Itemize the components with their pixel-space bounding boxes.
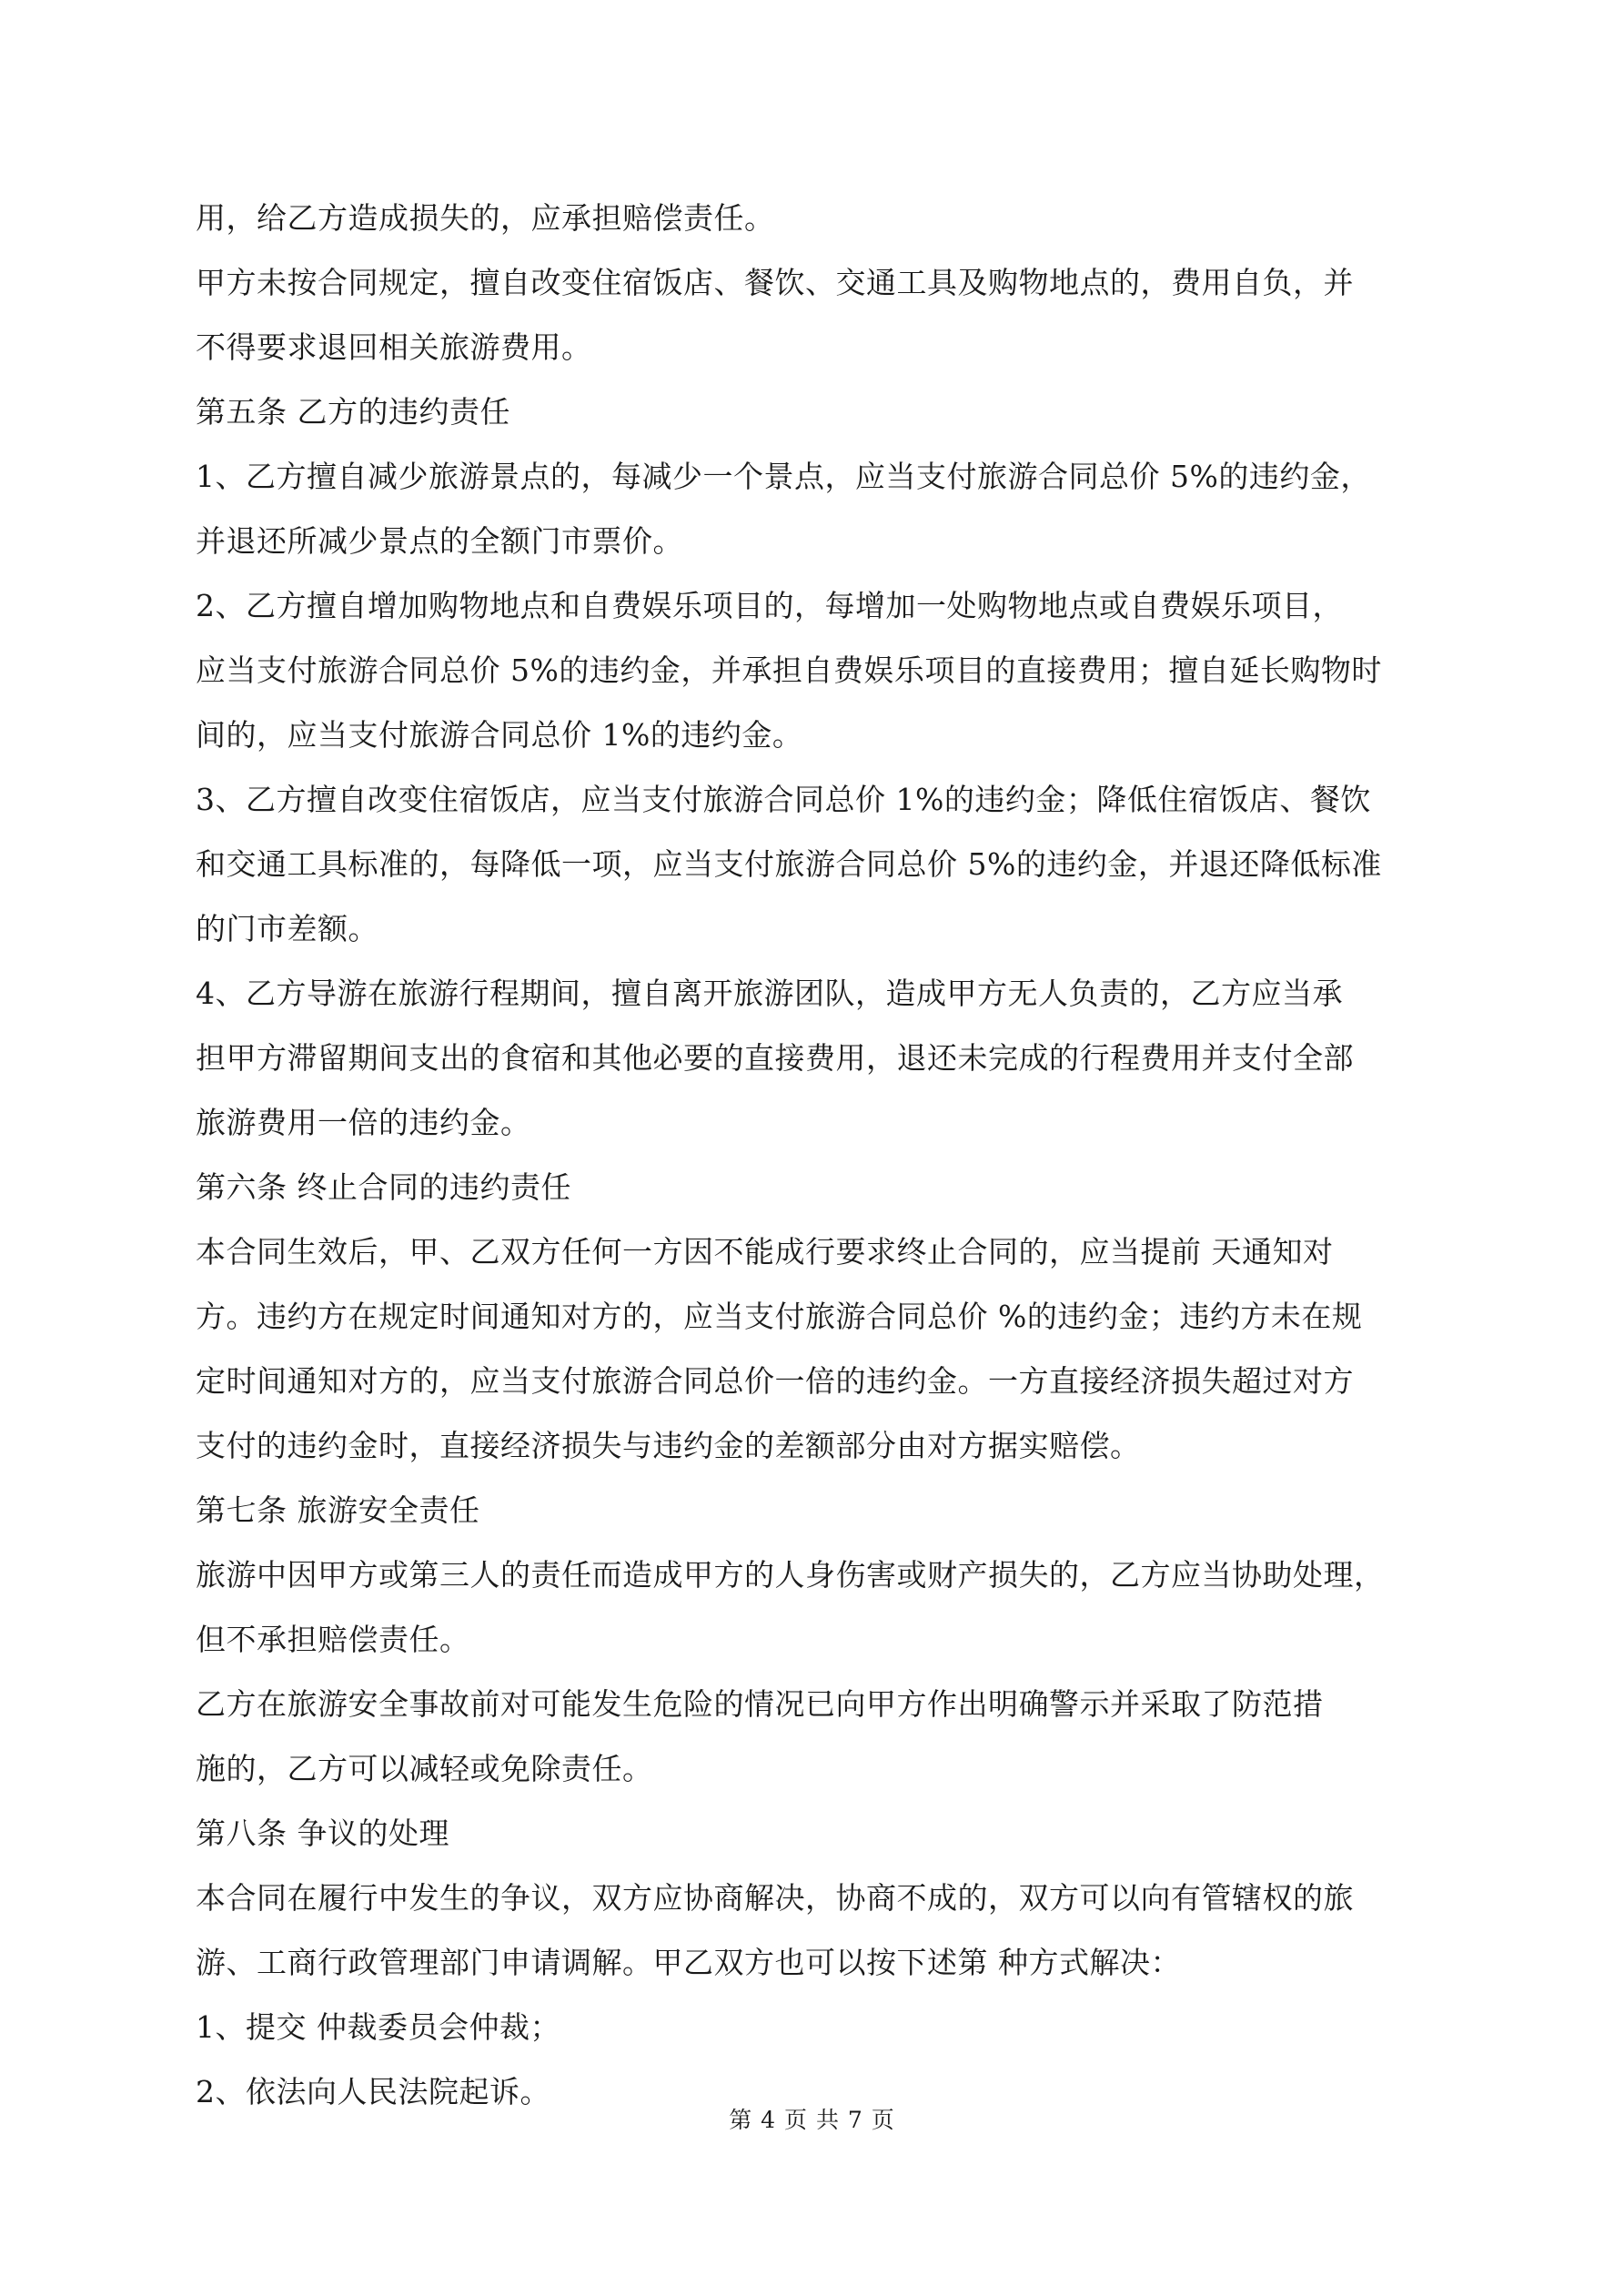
text-line: 本合同生效后，甲、乙双方任何一方因不能成行要求终止合同的，应当提前 天通知对: [196, 1234, 1334, 1269]
text-line: 定时间通知对方的，应当支付旅游合同总价一倍的违约金。一方直接经济损失超过对方: [196, 1363, 1354, 1399]
text-line: 方。违约方在规定时间通知对方的，应当支付旅游合同总价 %的违约金；违约方未在规: [196, 1299, 1363, 1334]
text-line: 并退还所减少景点的全额门市票价。: [196, 523, 683, 559]
text-line: 2、乙方擅自增加购物地点和自费娱乐项目的，每增加一处购物地点或自费娱乐项目，: [196, 588, 1343, 623]
text-line: 乙方在旅游安全事故前对可能发生危险的情况已向甲方作出明确警示并采取了防范措: [196, 1686, 1324, 1722]
text-line: 甲方未按合同规定，擅自改变住宿饭店、餐饮、交通工具及购物地点的，费用自负，并: [196, 265, 1354, 300]
text-line: 游、工商行政管理部门申请调解。甲乙双方也可以按下述第 种方式解决：: [196, 1945, 1181, 1980]
section-heading: 第七条 旅游安全责任: [196, 1492, 480, 1528]
text-line: 和交通工具标准的，每降低一项，应当支付旅游合同总价 5%的违约金，并退还降低标准: [196, 846, 1382, 882]
text-line: 用，给乙方造成损失的，应承担赔偿责任。: [196, 200, 775, 236]
text-line: 1、乙方擅自减少旅游景点的，每减少一个景点，应当支付旅游合同总价 5%的违约金，: [196, 459, 1371, 494]
text-line: 的门市差额。: [196, 911, 378, 946]
text-line: 2、依法向人民法院起诉。: [196, 2074, 550, 2109]
text-line: 1、提交 仲裁委员会仲裁；: [196, 2009, 560, 2045]
text-line: 支付的违约金时，直接经济损失与违约金的差额部分由对方据实赔偿。: [196, 1428, 1141, 1463]
section-heading: 第五条 乙方的违约责任: [196, 394, 510, 430]
text-line: 本合同在履行中发生的争议，双方应协商解决，协商不成的，双方可以向有管辖权的旅: [196, 1880, 1354, 1916]
section-heading: 第六条 终止合同的违约责任: [196, 1169, 571, 1205]
text-line: 旅游中因甲方或第三人的责任而造成甲方的人身伤害或财产损失的，乙方应当协助处理，: [196, 1557, 1385, 1593]
text-line: 施的，乙方可以减轻或免除责任。: [196, 1751, 653, 1786]
text-line: 但不承担赔偿责任。: [196, 1622, 470, 1657]
text-line: 间的，应当支付旅游合同总价 1%的违约金。: [196, 717, 803, 753]
text-line: 旅游费用一倍的违约金。: [196, 1105, 531, 1140]
page-number-footer: 第 4 页 共 7 页: [729, 2107, 895, 2133]
text-line: 不得要求退回相关旅游费用。: [196, 329, 592, 365]
section-heading: 第八条 争议的处理: [196, 1816, 449, 1851]
text-line: 担甲方滞留期间支出的食宿和其他必要的直接费用，退还未完成的行程费用并支付全部: [196, 1040, 1354, 1076]
text-line: 应当支付旅游合同总价 5%的违约金，并承担自费娱乐项目的直接费用；擅自延长购物时: [196, 652, 1382, 688]
text-line: 3、乙方擅自改变住宿饭店，应当支付旅游合同总价 1%的违约金；降低住宿饭店、餐饮: [196, 782, 1371, 817]
text-line: 4、乙方导游在旅游行程期间，擅自离开旅游团队，造成甲方无人负责的，乙方应当承: [196, 976, 1343, 1011]
